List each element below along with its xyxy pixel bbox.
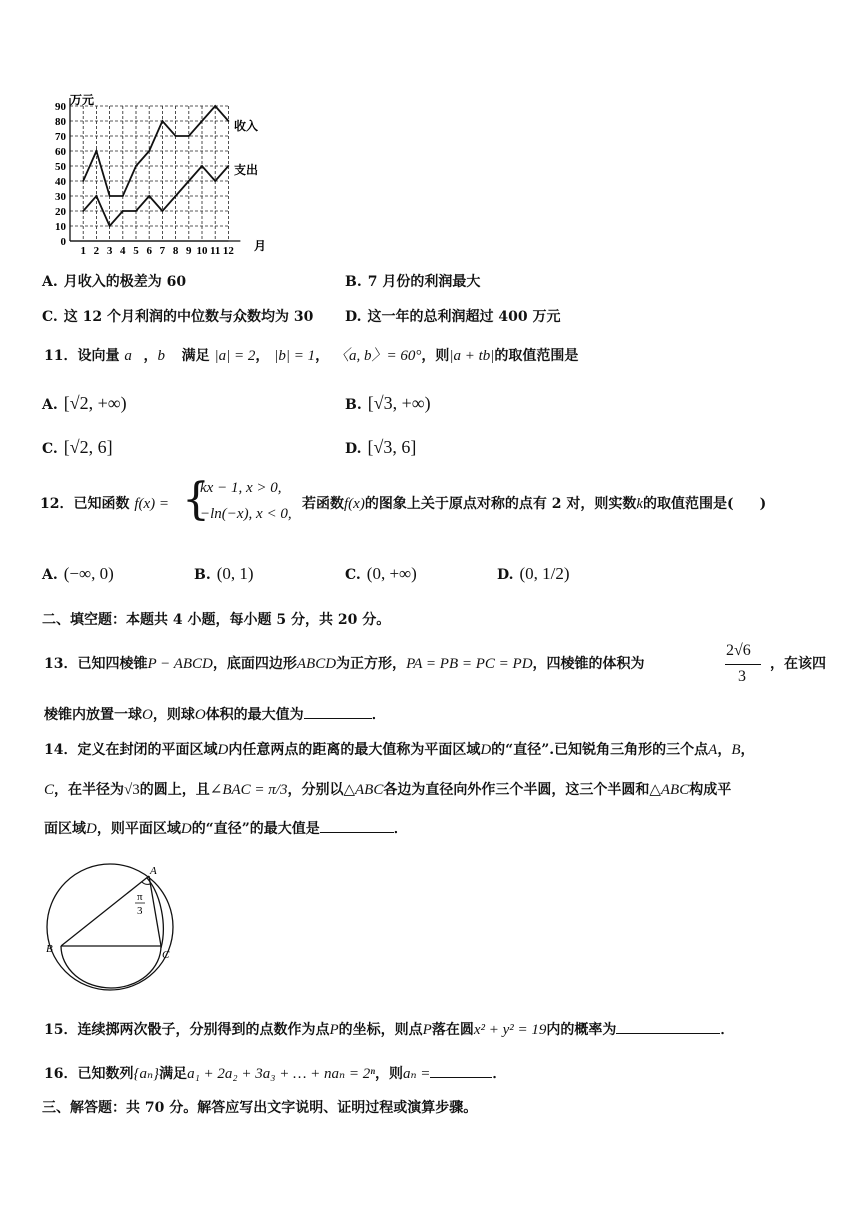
- q12-brace: {: [182, 474, 210, 525]
- series-1-point: [201, 165, 203, 167]
- x-tick-label: 6: [146, 245, 152, 256]
- series-0-point: [135, 165, 137, 167]
- angle-den: 3: [137, 905, 143, 917]
- x-tick-label: 9: [186, 245, 192, 256]
- q13-stem-line2: 棱锥内放置一球O，则球O体积的最大值为 ．: [44, 704, 386, 725]
- label-c: C: [162, 949, 170, 961]
- series-0-point: [96, 150, 98, 152]
- q14-answer-blank[interactable]: [320, 818, 394, 833]
- chart-ticks: [55, 101, 234, 256]
- series-1-point: [214, 180, 216, 182]
- q16-answer-blank[interactable]: [430, 1063, 492, 1078]
- series-1-point: [188, 180, 190, 182]
- x-tick-label: 3: [106, 245, 113, 256]
- q13-stem-line1: 13．已知四棱锥P − ABCD，底面四边形ABCD为正方形，PA = PB = PC = PD，四棱锥的体积为: [44, 656, 645, 672]
- circumcircle: [47, 864, 173, 990]
- q12-option-d[interactable]: D. (0, 1/2): [497, 564, 570, 583]
- x-tick-label: 11: [209, 245, 221, 256]
- semicircle-bc: [61, 946, 161, 988]
- series-1-point: [96, 195, 98, 197]
- series-0-point: [122, 195, 124, 197]
- series-0-point: [148, 150, 150, 152]
- q12-option-a[interactable]: A. (−∞, 0): [42, 564, 114, 583]
- q11-option-d[interactable]: D. [√3, 6]: [345, 437, 417, 457]
- chart-grid: [70, 98, 240, 241]
- income-expense-chart: [30, 86, 270, 256]
- legend-expense: 支出: [234, 163, 259, 177]
- q12-stem: 12．已知函数 f(x) =: [40, 496, 170, 512]
- q10-option-c[interactable]: C. 这 12 个月利润的中位数与众数均为 30: [42, 309, 314, 325]
- side-ab: [61, 876, 149, 946]
- series-0-point: [214, 105, 216, 107]
- q11-stem: 11．设向量 a⃗，b⃗ 满足 |a| = 2， |b| = 1， 〈a, b〉= 60°，则|a + tb|的取值范围是: [44, 348, 579, 364]
- series-0-point: [82, 180, 84, 182]
- q15-stem: 15．连续掷两次骰子，分别得到的点数作为点P的坐标，则点P落在圆x² + y² = 19内的概率为 ．: [44, 1019, 734, 1040]
- q13-frac-bar: [725, 664, 761, 665]
- chart-ylabel: 万元: [70, 93, 95, 107]
- side-ac: [149, 876, 161, 946]
- q14-stem-line3: 面区域D，则平面区域D的“直径”的最大值是 ．: [44, 818, 408, 839]
- y-tick-label: 60: [55, 146, 66, 158]
- series-1-point: [122, 210, 124, 212]
- y-tick-label: 40: [55, 176, 66, 188]
- series-1-point: [175, 195, 177, 197]
- label-b: B: [46, 943, 53, 955]
- q12-case2: −ln(−x), x < 0,: [200, 506, 292, 522]
- q13-frac-den: 3: [738, 668, 746, 685]
- series-0-point: [228, 120, 230, 122]
- angle-arc: [142, 882, 150, 884]
- q15-answer-blank[interactable]: [616, 1019, 720, 1034]
- x-tick-label: 7: [159, 245, 166, 256]
- series-0-point: [162, 120, 164, 122]
- x-tick-label: 4: [120, 245, 126, 256]
- y-tick-label: 80: [55, 116, 66, 128]
- y-tick-label: 30: [55, 191, 66, 203]
- q10-option-a[interactable]: A. 月收入的极差为 60: [42, 274, 187, 290]
- q14-stem-line2: C，在半径为√3的圆上，且∠BAC = π/3，分别以△ABC各边为直径向外作三个半圆，这三个半圆和△ABC构成平: [44, 782, 732, 798]
- q14-stem-line1: 14．定义在封闭的平面区域D内任意两点的距离的最大值称为平面区域D的“直径”.已知锐角三角形的三个点A，B，: [44, 742, 755, 758]
- legend-income: 收入: [234, 119, 259, 133]
- series-0-point: [175, 135, 177, 137]
- series-1-point: [82, 210, 84, 212]
- q16-stem: 16．已知数列{aₙ}满足a₁ + 2a₂ + 3a₃ + … + naₙ = 2ⁿ，则aₙ = ．: [44, 1063, 506, 1084]
- series-0-point: [201, 120, 203, 122]
- series-0-point: [188, 135, 190, 137]
- q13-frac-num: 2√6: [726, 642, 751, 659]
- series-1-point: [109, 225, 111, 227]
- x-tick-label: 8: [172, 245, 179, 256]
- series-1-point: [162, 210, 164, 212]
- x-tick-label: 12: [222, 245, 234, 256]
- q13-answer-blank[interactable]: [304, 704, 372, 719]
- angle-num: π: [137, 891, 143, 903]
- x-tick-label: 2: [93, 245, 100, 256]
- y-tick-label: 10: [55, 221, 66, 233]
- y-tick-label: 70: [55, 131, 66, 143]
- label-a: A: [150, 865, 157, 877]
- x-tick-label: 1: [80, 245, 86, 256]
- y-tick-label: 50: [55, 161, 66, 173]
- series-1-point: [135, 210, 137, 212]
- q11-option-a[interactable]: A. [√2, +∞): [42, 393, 127, 413]
- q13-stem-line1-end: ，在该四: [770, 656, 826, 672]
- q12-case1: kx − 1, x > 0,: [200, 480, 282, 496]
- q12-option-b[interactable]: B. (0, 1): [194, 564, 254, 583]
- y-tick-label: 90: [55, 101, 66, 113]
- q12-option-c[interactable]: C. (0, +∞): [345, 564, 417, 583]
- x-tick-label: 10: [196, 245, 208, 256]
- section-solution-title: 三、解答题：共 70 分。解答应写出文字说明、证明过程或演算步骤。: [42, 1100, 478, 1116]
- section-fill-in-title: 二、填空题：本题共 4 小题，每小题 5 分，共 20 分。: [42, 612, 391, 628]
- y-tick-label: 0: [60, 236, 66, 248]
- q12-stem-rest: 若函数f(x)的图象上关于原点对称的点有 2 对，则实数k的取值范围是( ): [302, 496, 767, 512]
- series-0-point: [109, 195, 111, 197]
- x-tick-label: 5: [133, 245, 139, 256]
- series-1-point: [148, 195, 150, 197]
- q10-option-d[interactable]: D. 这一年的总利润超过 400 万元: [345, 309, 561, 325]
- q10-option-b[interactable]: B. 7 月份的利润最大: [345, 274, 481, 290]
- y-tick-label: 20: [55, 206, 66, 218]
- q11-option-c[interactable]: C. [√2, 6]: [42, 437, 113, 457]
- q14-figure: [36, 848, 206, 1006]
- q11-option-b[interactable]: B. [√3, +∞): [345, 393, 431, 413]
- chart-xlabel: 月: [254, 239, 267, 253]
- series-1-point: [228, 165, 230, 167]
